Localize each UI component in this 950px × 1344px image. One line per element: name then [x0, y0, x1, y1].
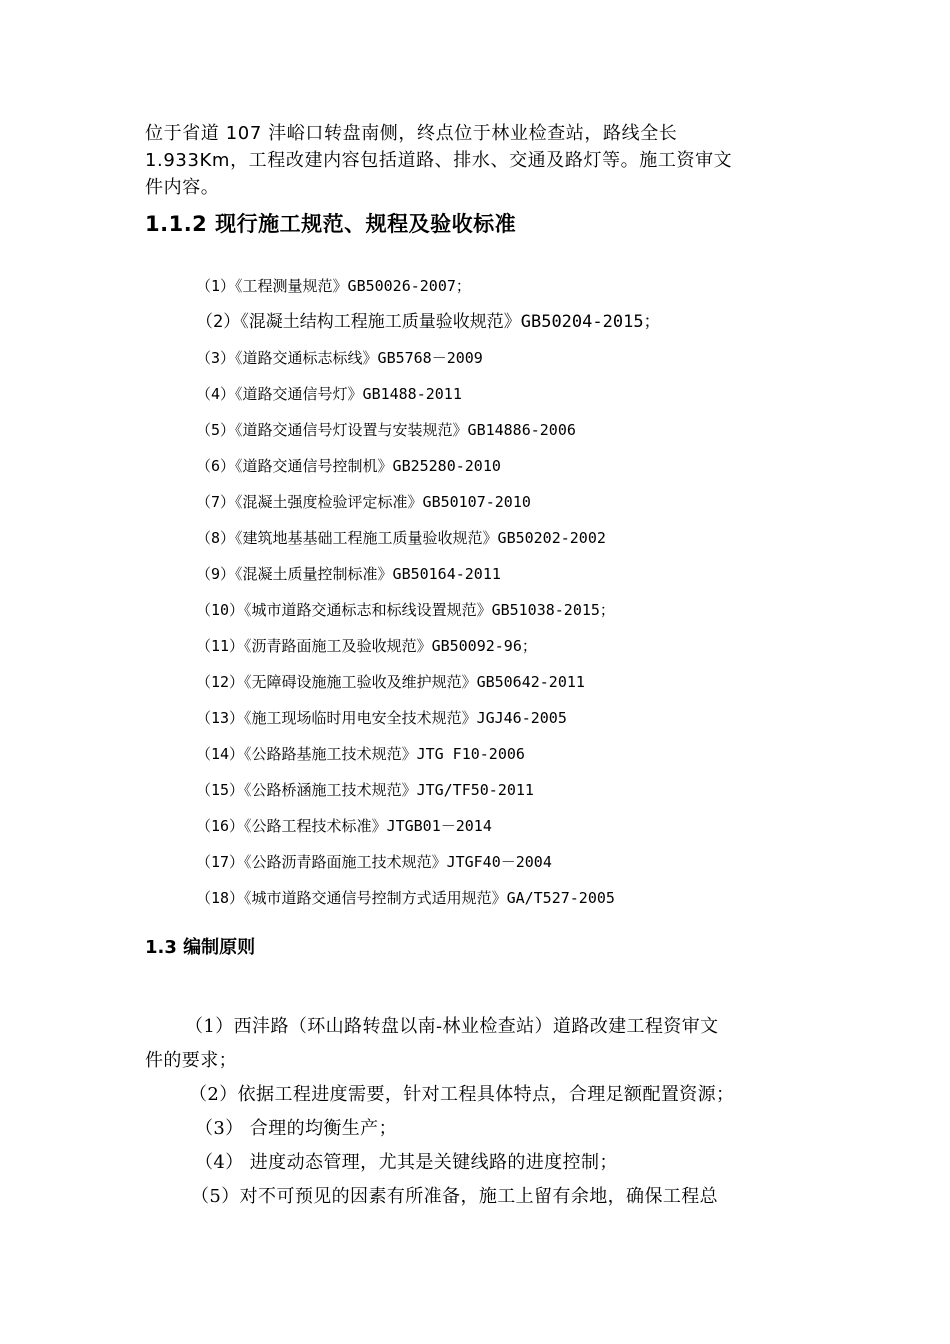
standard-item-7: （7）《混凝土强度检验评定标准》GB50107-2010: [196, 493, 531, 511]
standard-item-5: （5）《道路交通信号灯设置与安装规范》GB14886-2006: [196, 421, 576, 439]
standard-item-17: （17）《公路沥青路面施工技术规范》JTGF40－2004: [196, 853, 552, 871]
intro-paragraph: 位于省道 107 沣峪口转盘南侧，终点位于林业检查站，路线全长 1.933Km，工程改建内容包括道路、排水、交通及路灯等。施工资审文 件内容。: [145, 123, 733, 198]
standard-item-4: （4）《道路交通信号灯》GB1488-2011: [196, 385, 462, 403]
standard-item-16: （16）《公路工程技术标准》JTGB01－2014: [196, 817, 492, 835]
principle-1-line-2: 件的要求；: [145, 1050, 237, 1071]
standard-item-11: （11）《沥青路面施工及验收规范》GB50092-96；: [196, 637, 537, 655]
standard-item-18: （18）《城市道路交通信号控制方式适用规范》GA/T527-2005: [196, 889, 615, 907]
principles-section: [145, 1010, 815, 1214]
standard-item-1: （1）《工程测量规范》GB50026-2007；: [196, 277, 471, 295]
standard-item-15: （15）《公路桥涵施工技术规范》JTG/TF50-2011: [196, 781, 534, 799]
standards-list: [196, 268, 661, 916]
standard-item-8: （8）《建筑地基基础工程施工质量验收规范》GB50202-2002: [196, 529, 606, 547]
standard-item-10: （10）《城市道路交通标志和标线设置规范》GB51038-2015；: [196, 601, 615, 619]
principle-2: （2）依据工程进度需要，针对工程具体特点，合理足额配置资源；: [189, 1084, 735, 1105]
principle-5: （5）对不可预见的因素有所准备，施工上留有余地，确保工程总: [191, 1186, 719, 1207]
standard-item-6: （6）《道路交通信号控制机》GB25280-2010: [196, 457, 501, 475]
principle-3: （3） 合理的均衡生产；: [195, 1118, 397, 1139]
standard-item-2: （2）《混凝土结构工程施工质量验收规范》GB50204-2015；: [196, 312, 661, 332]
principle-1-line-1: （1）西沣路（环山路转盘以南-林业检查站）道路改建工程资审文: [185, 1016, 719, 1037]
section-heading-1-3: 1.3 编制原则: [145, 937, 256, 958]
principle-4: （4） 进度动态管理，尤其是关键线路的进度控制；: [195, 1152, 618, 1173]
standard-item-12: （12）《无障碍设施施工验收及维护规范》GB50642-2011: [196, 673, 585, 691]
standard-item-14: （14）《公路路基施工技术规范》JTG F10-2006: [196, 745, 525, 763]
standard-item-13: （13）《施工现场临时用电安全技术规范》JGJ46-2005: [196, 709, 567, 727]
standard-item-3: （3）《道路交通标志标线》GB5768－2009: [196, 349, 483, 367]
section-heading-1-1-2: 1.1.2 现行施工规范、规程及验收标准: [145, 212, 517, 236]
standard-item-9: （9）《混凝土质量控制标准》GB50164-2011: [196, 565, 501, 583]
